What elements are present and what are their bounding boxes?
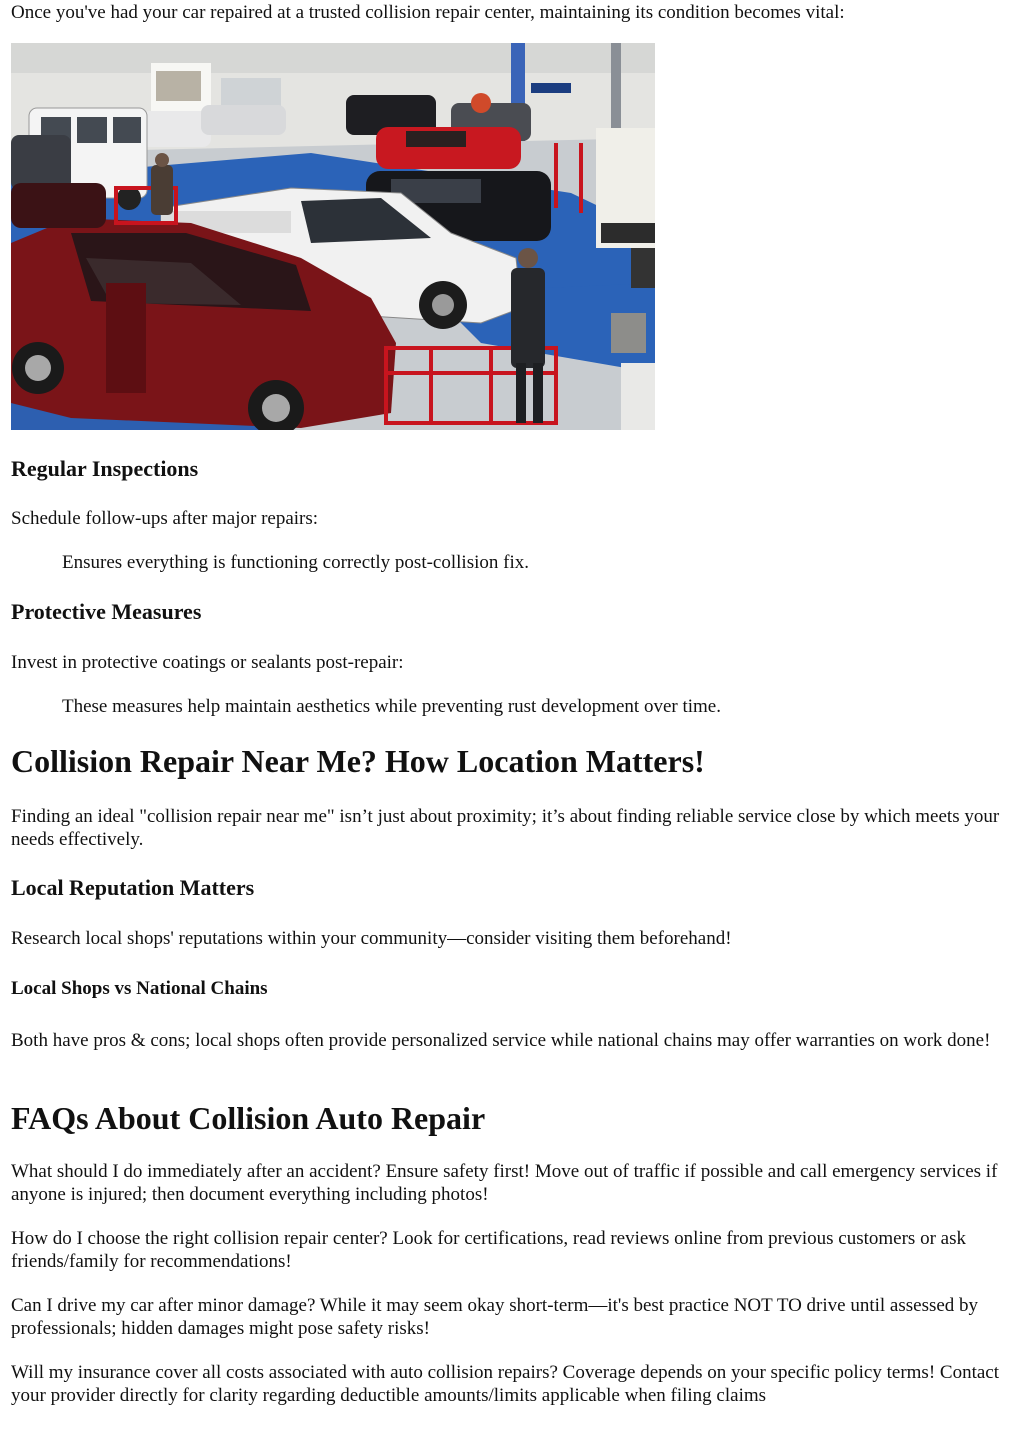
location-body: Finding an ideal "collision repair near me" isn’t just about proximity; it’s about finding reliable service close by which meets your needs effectively. — [11, 806, 1000, 850]
local-vs-national-body: Both have pros & cons; local shops often provide personalized service while national chains may offer warranties on work done! — [11, 1030, 991, 1051]
regular-inspections-heading: Regular Inspections — [11, 456, 199, 481]
faq-item: Will my insurance cover all costs associated with auto collision repairs? Coverage depends on your specific policy terms! Contact your provider directly for clarity regarding deductible amounts/limits applicable when filing claims — [11, 1362, 999, 1406]
faq-item: How do I choose the right collision repair center? Look for certifications, read reviews online from previous customers or ask friends/family for recommendations! — [11, 1228, 966, 1272]
protective-measures-detail: These measures help maintain aesthetics while preventing rust development over time. — [62, 696, 721, 717]
local-reputation-body: Research local shops' reputations within your community—consider visiting them beforehand! — [11, 928, 732, 949]
repair-shop-illustration — [11, 43, 655, 430]
regular-inspections-detail: Ensures everything is functioning correctly post-collision fix. — [62, 552, 529, 573]
protective-measures-heading: Protective Measures — [11, 599, 202, 624]
regular-inspections-intro: Schedule follow-ups after major repairs: — [11, 508, 319, 529]
intro-paragraph: Once you've had your car repaired at a trusted collision repair center, maintaining its condition becomes vital: — [11, 2, 845, 23]
faqs-heading: FAQs About Collision Auto Repair — [11, 1100, 486, 1136]
faq-item: Can I drive my car after minor damage? While it may seem okay short-term—it's best practice NOT TO drive until assessed by professionals; hidden damages might pose safety risks! — [11, 1295, 979, 1339]
repair-shop-photo — [11, 43, 655, 430]
local-vs-national-heading: Local Shops vs National Chains — [11, 978, 268, 999]
location-heading: Collision Repair Near Me? How Location Matters! — [11, 743, 705, 779]
protective-measures-intro: Invest in protective coatings or sealants post-repair: — [11, 652, 404, 673]
local-reputation-heading: Local Reputation Matters — [11, 875, 255, 900]
faq-item: What should I do immediately after an accident? Ensure safety first! Move out of traffic if possible and call emergency services if anyone is injured; then document everything including photos! — [11, 1161, 998, 1205]
